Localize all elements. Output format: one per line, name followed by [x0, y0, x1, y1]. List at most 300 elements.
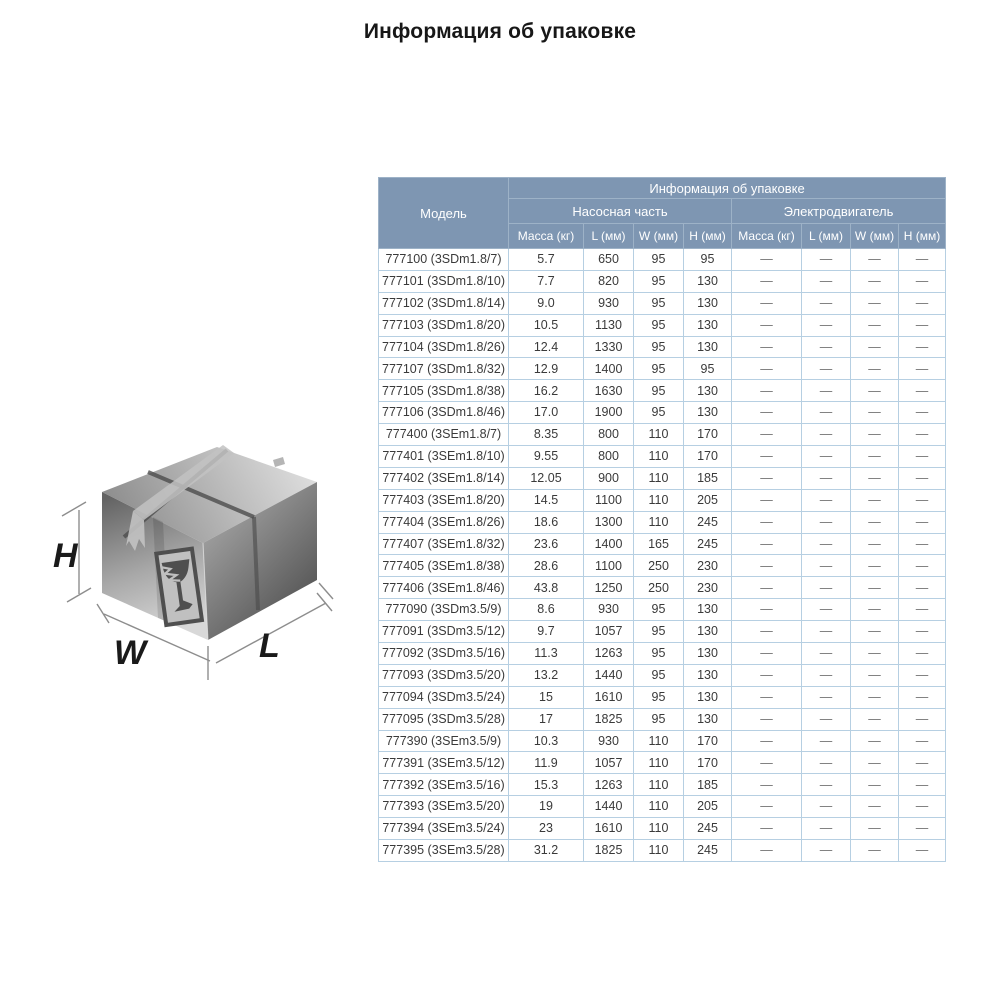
model-cell: 777090 (3SDm3.5/9): [379, 599, 509, 621]
pump-value-cell: 130: [684, 708, 732, 730]
motor-value-cell: —: [802, 599, 851, 621]
motor-value-cell: —: [732, 511, 802, 533]
table-row: [379, 818, 946, 840]
motor-value-cell: —: [851, 555, 899, 577]
table-row: [379, 664, 946, 686]
motor-value-cell: —: [732, 489, 802, 511]
motor-value-cell: —: [851, 292, 899, 314]
motor-value-cell: —: [851, 314, 899, 336]
motor-value-cell: —: [899, 467, 946, 489]
pump-value-cell: 1630: [584, 380, 634, 402]
model-cell: 777104 (3SDm1.8/26): [379, 336, 509, 358]
pump-value-cell: 7.7: [509, 270, 584, 292]
width-label: W: [114, 634, 147, 672]
model-cell: 777404 (3SEm1.8/26): [379, 511, 509, 533]
motor-value-cell: —: [732, 708, 802, 730]
motor-value-cell: —: [851, 730, 899, 752]
motor-value-cell: —: [802, 446, 851, 468]
table-row: [379, 358, 946, 380]
page-title: Информация об упаковке: [363, 20, 637, 43]
model-cell: 777393 (3SEm3.5/20): [379, 796, 509, 818]
motor-value-cell: —: [732, 599, 802, 621]
pump-value-cell: 245: [684, 818, 732, 840]
pump-value-cell: 1330: [584, 336, 634, 358]
pump-value-cell: 9.0: [509, 292, 584, 314]
motor-value-cell: —: [732, 446, 802, 468]
table-row: [379, 840, 946, 862]
column-header-pump-length: L (мм): [584, 224, 634, 249]
motor-value-cell: —: [851, 270, 899, 292]
motor-value-cell: —: [851, 577, 899, 599]
pump-value-cell: 110: [634, 424, 684, 446]
motor-value-cell: —: [802, 708, 851, 730]
pump-value-cell: 95: [634, 599, 684, 621]
motor-value-cell: —: [802, 643, 851, 665]
pump-value-cell: 8.35: [509, 424, 584, 446]
motor-value-cell: —: [899, 555, 946, 577]
motor-value-cell: —: [732, 686, 802, 708]
pump-value-cell: 95: [634, 664, 684, 686]
motor-value-cell: —: [732, 358, 802, 380]
pump-value-cell: 1057: [584, 621, 634, 643]
pump-value-cell: 900: [584, 467, 634, 489]
model-cell: 777101 (3SDm1.8/10): [379, 270, 509, 292]
motor-value-cell: —: [732, 467, 802, 489]
motor-value-cell: —: [899, 533, 946, 555]
pump-value-cell: 110: [634, 511, 684, 533]
pump-value-cell: 9.55: [509, 446, 584, 468]
pump-value-cell: 930: [584, 730, 634, 752]
motor-value-cell: —: [899, 664, 946, 686]
pump-value-cell: 130: [684, 336, 732, 358]
motor-value-cell: —: [802, 336, 851, 358]
motor-value-cell: —: [802, 730, 851, 752]
model-cell: 777106 (3SDm1.8/46): [379, 402, 509, 424]
motor-value-cell: —: [899, 402, 946, 424]
pump-value-cell: 10.3: [509, 730, 584, 752]
motor-value-cell: —: [851, 380, 899, 402]
pump-value-cell: 12.9: [509, 358, 584, 380]
table-row: [379, 643, 946, 665]
pump-value-cell: 170: [684, 424, 732, 446]
pump-value-cell: 5.7: [509, 249, 584, 271]
pump-value-cell: 245: [684, 840, 732, 862]
pump-value-cell: 130: [684, 599, 732, 621]
pump-value-cell: 250: [634, 577, 684, 599]
pump-value-cell: 95: [684, 358, 732, 380]
motor-value-cell: —: [899, 358, 946, 380]
motor-value-cell: —: [851, 424, 899, 446]
motor-value-cell: —: [899, 796, 946, 818]
motor-value-cell: —: [899, 446, 946, 468]
motor-value-cell: —: [732, 621, 802, 643]
motor-value-cell: —: [899, 643, 946, 665]
pump-value-cell: 15: [509, 686, 584, 708]
pump-value-cell: 95: [634, 336, 684, 358]
pump-value-cell: 1825: [584, 708, 634, 730]
pump-value-cell: 110: [634, 796, 684, 818]
pump-value-cell: 43.8: [509, 577, 584, 599]
pump-value-cell: 1130: [584, 314, 634, 336]
table-row: [379, 708, 946, 730]
motor-value-cell: —: [851, 664, 899, 686]
motor-value-cell: —: [802, 489, 851, 511]
model-cell: 777401 (3SEm1.8/10): [379, 446, 509, 468]
table-row: [379, 511, 946, 533]
table-row: [379, 336, 946, 358]
motor-value-cell: —: [851, 708, 899, 730]
pump-value-cell: 1610: [584, 818, 634, 840]
pump-value-cell: 12.05: [509, 467, 584, 489]
motor-value-cell: —: [732, 752, 802, 774]
motor-value-cell: —: [802, 511, 851, 533]
column-header-pump-mass: Масса (кг): [509, 224, 584, 249]
motor-value-cell: —: [802, 314, 851, 336]
motor-value-cell: —: [899, 270, 946, 292]
table-header-group-pump: Насосная часть: [509, 199, 732, 224]
table-row: [379, 314, 946, 336]
motor-value-cell: —: [802, 796, 851, 818]
motor-value-cell: —: [899, 380, 946, 402]
pump-value-cell: 17.0: [509, 402, 584, 424]
pump-value-cell: 95: [634, 249, 684, 271]
model-cell: 777394 (3SEm3.5/24): [379, 818, 509, 840]
pump-value-cell: 1440: [584, 664, 634, 686]
motor-value-cell: —: [899, 752, 946, 774]
motor-value-cell: —: [802, 467, 851, 489]
pump-value-cell: 800: [584, 446, 634, 468]
pump-value-cell: 1440: [584, 796, 634, 818]
motor-value-cell: —: [851, 446, 899, 468]
length-label: L: [259, 627, 280, 665]
motor-value-cell: —: [802, 380, 851, 402]
motor-value-cell: —: [851, 533, 899, 555]
pump-value-cell: 28.6: [509, 555, 584, 577]
motor-value-cell: —: [851, 249, 899, 271]
motor-value-cell: —: [802, 752, 851, 774]
package-box-illustration: [40, 420, 340, 720]
pump-value-cell: 1825: [584, 840, 634, 862]
pump-value-cell: 650: [584, 249, 634, 271]
pump-value-cell: 16.2: [509, 380, 584, 402]
motor-value-cell: —: [899, 249, 946, 271]
model-cell: 777400 (3SEm1.8/7): [379, 424, 509, 446]
pump-value-cell: 185: [684, 467, 732, 489]
pump-value-cell: 130: [684, 686, 732, 708]
table-row: [379, 686, 946, 708]
motor-value-cell: —: [899, 840, 946, 862]
pump-value-cell: 95: [634, 621, 684, 643]
motor-value-cell: —: [899, 292, 946, 314]
model-cell: 777094 (3SDm3.5/24): [379, 686, 509, 708]
motor-value-cell: —: [802, 840, 851, 862]
table-row: [379, 599, 946, 621]
pump-value-cell: 245: [684, 511, 732, 533]
pump-value-cell: 95: [634, 270, 684, 292]
pump-value-cell: 1250: [584, 577, 634, 599]
pump-value-cell: 130: [684, 314, 732, 336]
table-row: [379, 621, 946, 643]
motor-value-cell: —: [732, 314, 802, 336]
pump-value-cell: 110: [634, 840, 684, 862]
motor-value-cell: —: [732, 249, 802, 271]
pump-value-cell: 1610: [584, 686, 634, 708]
motor-value-cell: —: [732, 402, 802, 424]
motor-value-cell: —: [899, 511, 946, 533]
pump-value-cell: 12.4: [509, 336, 584, 358]
motor-value-cell: —: [802, 686, 851, 708]
motor-value-cell: —: [851, 796, 899, 818]
pump-value-cell: 130: [684, 270, 732, 292]
motor-value-cell: —: [899, 686, 946, 708]
table-row: [379, 380, 946, 402]
pump-value-cell: 1057: [584, 752, 634, 774]
motor-value-cell: —: [851, 358, 899, 380]
pump-value-cell: 1100: [584, 489, 634, 511]
motor-value-cell: —: [899, 489, 946, 511]
motor-value-cell: —: [732, 336, 802, 358]
pump-value-cell: 1400: [584, 358, 634, 380]
motor-value-cell: —: [851, 489, 899, 511]
motor-value-cell: —: [802, 358, 851, 380]
table-row: [379, 292, 946, 314]
pump-value-cell: 1300: [584, 511, 634, 533]
table-row: [379, 533, 946, 555]
motor-value-cell: —: [851, 599, 899, 621]
motor-value-cell: —: [851, 336, 899, 358]
pump-value-cell: 205: [684, 796, 732, 818]
model-cell: 777407 (3SEm1.8/32): [379, 533, 509, 555]
model-cell: 777395 (3SEm3.5/28): [379, 840, 509, 862]
table-header-group-motor: Электродвигатель: [732, 199, 946, 224]
height-label: H: [53, 537, 78, 575]
pump-value-cell: 14.5: [509, 489, 584, 511]
motor-value-cell: —: [732, 840, 802, 862]
column-header-pump-height: H (мм): [684, 224, 732, 249]
model-cell: 777100 (3SDm1.8/7): [379, 249, 509, 271]
motor-value-cell: —: [802, 424, 851, 446]
pump-value-cell: 13.2: [509, 664, 584, 686]
motor-value-cell: —: [851, 621, 899, 643]
pump-value-cell: 95: [634, 358, 684, 380]
pump-value-cell: 23: [509, 818, 584, 840]
pump-value-cell: 1400: [584, 533, 634, 555]
pump-value-cell: 170: [684, 730, 732, 752]
pump-value-cell: 1263: [584, 643, 634, 665]
motor-value-cell: —: [732, 533, 802, 555]
pump-value-cell: 130: [684, 380, 732, 402]
motor-value-cell: —: [899, 708, 946, 730]
pump-value-cell: 930: [584, 292, 634, 314]
pump-value-cell: 800: [584, 424, 634, 446]
table-row: [379, 270, 946, 292]
pump-value-cell: 130: [684, 292, 732, 314]
pump-value-cell: 110: [634, 467, 684, 489]
motor-value-cell: —: [851, 511, 899, 533]
motor-value-cell: —: [732, 796, 802, 818]
model-cell: 777095 (3SDm3.5/28): [379, 708, 509, 730]
column-header-motor-width: W (мм): [851, 224, 899, 249]
pump-value-cell: 1263: [584, 774, 634, 796]
motor-value-cell: —: [732, 555, 802, 577]
motor-value-cell: —: [802, 555, 851, 577]
motor-value-cell: —: [851, 818, 899, 840]
pump-value-cell: 1900: [584, 402, 634, 424]
table-row: [379, 467, 946, 489]
motor-value-cell: —: [899, 577, 946, 599]
model-cell: 777390 (3SEm3.5/9): [379, 730, 509, 752]
pump-value-cell: 18.6: [509, 511, 584, 533]
table-row: [379, 489, 946, 511]
pump-value-cell: 130: [684, 643, 732, 665]
pump-value-cell: 95: [634, 314, 684, 336]
motor-value-cell: —: [899, 730, 946, 752]
motor-value-cell: —: [732, 270, 802, 292]
table-row: [379, 249, 946, 271]
model-cell: 777406 (3SEm1.8/46): [379, 577, 509, 599]
pump-value-cell: 10.5: [509, 314, 584, 336]
motor-value-cell: —: [802, 774, 851, 796]
model-cell: 777105 (3SDm1.8/38): [379, 380, 509, 402]
pump-value-cell: 17: [509, 708, 584, 730]
motor-value-cell: —: [732, 664, 802, 686]
model-cell: 777091 (3SDm3.5/12): [379, 621, 509, 643]
motor-value-cell: —: [732, 774, 802, 796]
pump-value-cell: 23.6: [509, 533, 584, 555]
pump-value-cell: 930: [584, 599, 634, 621]
motor-value-cell: —: [851, 402, 899, 424]
column-header-motor-height: H (мм): [899, 224, 946, 249]
motor-value-cell: —: [732, 643, 802, 665]
model-cell: 777402 (3SEm1.8/14): [379, 467, 509, 489]
pump-value-cell: 95: [634, 292, 684, 314]
motor-value-cell: —: [732, 577, 802, 599]
motor-value-cell: —: [802, 402, 851, 424]
motor-value-cell: —: [851, 752, 899, 774]
column-header-motor-mass: Масса (кг): [732, 224, 802, 249]
motor-value-cell: —: [851, 840, 899, 862]
table-row: [379, 796, 946, 818]
pump-value-cell: 820: [584, 270, 634, 292]
packaging-table-body: [379, 249, 946, 862]
model-cell: 777092 (3SDm3.5/16): [379, 643, 509, 665]
model-cell: 777107 (3SDm1.8/32): [379, 358, 509, 380]
pump-value-cell: 11.9: [509, 752, 584, 774]
pump-value-cell: 95: [634, 708, 684, 730]
pump-value-cell: 130: [684, 664, 732, 686]
model-cell: 777403 (3SEm1.8/20): [379, 489, 509, 511]
column-header-motor-length: L (мм): [802, 224, 851, 249]
motor-value-cell: —: [802, 818, 851, 840]
pump-value-cell: 110: [634, 730, 684, 752]
motor-value-cell: —: [899, 774, 946, 796]
motor-value-cell: —: [732, 818, 802, 840]
table-row: [379, 774, 946, 796]
motor-value-cell: —: [802, 664, 851, 686]
motor-value-cell: —: [802, 292, 851, 314]
pump-value-cell: 95: [684, 249, 732, 271]
pump-value-cell: 250: [634, 555, 684, 577]
motor-value-cell: —: [899, 424, 946, 446]
pump-value-cell: 95: [634, 686, 684, 708]
motor-value-cell: —: [899, 818, 946, 840]
motor-value-cell: —: [802, 533, 851, 555]
model-cell: 777103 (3SDm1.8/20): [379, 314, 509, 336]
pump-value-cell: 170: [684, 446, 732, 468]
pump-value-cell: 110: [634, 818, 684, 840]
motor-value-cell: —: [851, 467, 899, 489]
pump-value-cell: 130: [684, 621, 732, 643]
pump-value-cell: 170: [684, 752, 732, 774]
pump-value-cell: 185: [684, 774, 732, 796]
motor-value-cell: —: [732, 730, 802, 752]
table-header-group-title: Информация об упаковке: [509, 178, 946, 199]
table-row: [379, 555, 946, 577]
column-header-model: Модель: [379, 178, 509, 249]
pump-value-cell: 11.3: [509, 643, 584, 665]
model-cell: 777392 (3SEm3.5/16): [379, 774, 509, 796]
pump-value-cell: 110: [634, 774, 684, 796]
model-cell: 777405 (3SEm1.8/38): [379, 555, 509, 577]
model-cell: 777093 (3SDm3.5/20): [379, 664, 509, 686]
pump-value-cell: 230: [684, 577, 732, 599]
pump-value-cell: 95: [634, 402, 684, 424]
motor-value-cell: —: [899, 599, 946, 621]
motor-value-cell: —: [899, 314, 946, 336]
table-row: [379, 577, 946, 599]
table-row: [379, 730, 946, 752]
packaging-table: [378, 177, 946, 862]
pump-value-cell: 110: [634, 446, 684, 468]
pump-value-cell: 19: [509, 796, 584, 818]
pump-value-cell: 110: [634, 752, 684, 774]
pump-value-cell: 245: [684, 533, 732, 555]
model-cell: 777102 (3SDm1.8/14): [379, 292, 509, 314]
motor-value-cell: —: [802, 270, 851, 292]
pump-value-cell: 9.7: [509, 621, 584, 643]
pump-value-cell: 1100: [584, 555, 634, 577]
table-row: [379, 752, 946, 774]
column-header-pump-width: W (мм): [634, 224, 684, 249]
table-row: [379, 424, 946, 446]
pump-value-cell: 15.3: [509, 774, 584, 796]
pump-value-cell: 110: [634, 489, 684, 511]
pump-value-cell: 95: [634, 380, 684, 402]
pump-value-cell: 230: [684, 555, 732, 577]
model-cell: 777391 (3SEm3.5/12): [379, 752, 509, 774]
pump-value-cell: 165: [634, 533, 684, 555]
pump-value-cell: 95: [634, 643, 684, 665]
motor-value-cell: —: [732, 292, 802, 314]
table-row: [379, 446, 946, 468]
motor-value-cell: —: [802, 621, 851, 643]
motor-value-cell: —: [899, 621, 946, 643]
motor-value-cell: —: [899, 336, 946, 358]
pump-value-cell: 31.2: [509, 840, 584, 862]
pump-value-cell: 130: [684, 402, 732, 424]
motor-value-cell: —: [732, 424, 802, 446]
pump-value-cell: 8.6: [509, 599, 584, 621]
motor-value-cell: —: [732, 380, 802, 402]
motor-value-cell: —: [851, 686, 899, 708]
motor-value-cell: —: [851, 774, 899, 796]
cardboard-box: [102, 445, 317, 640]
motor-value-cell: —: [851, 643, 899, 665]
pump-value-cell: 205: [684, 489, 732, 511]
table-row: [379, 402, 946, 424]
motor-value-cell: —: [802, 577, 851, 599]
motor-value-cell: —: [802, 249, 851, 271]
